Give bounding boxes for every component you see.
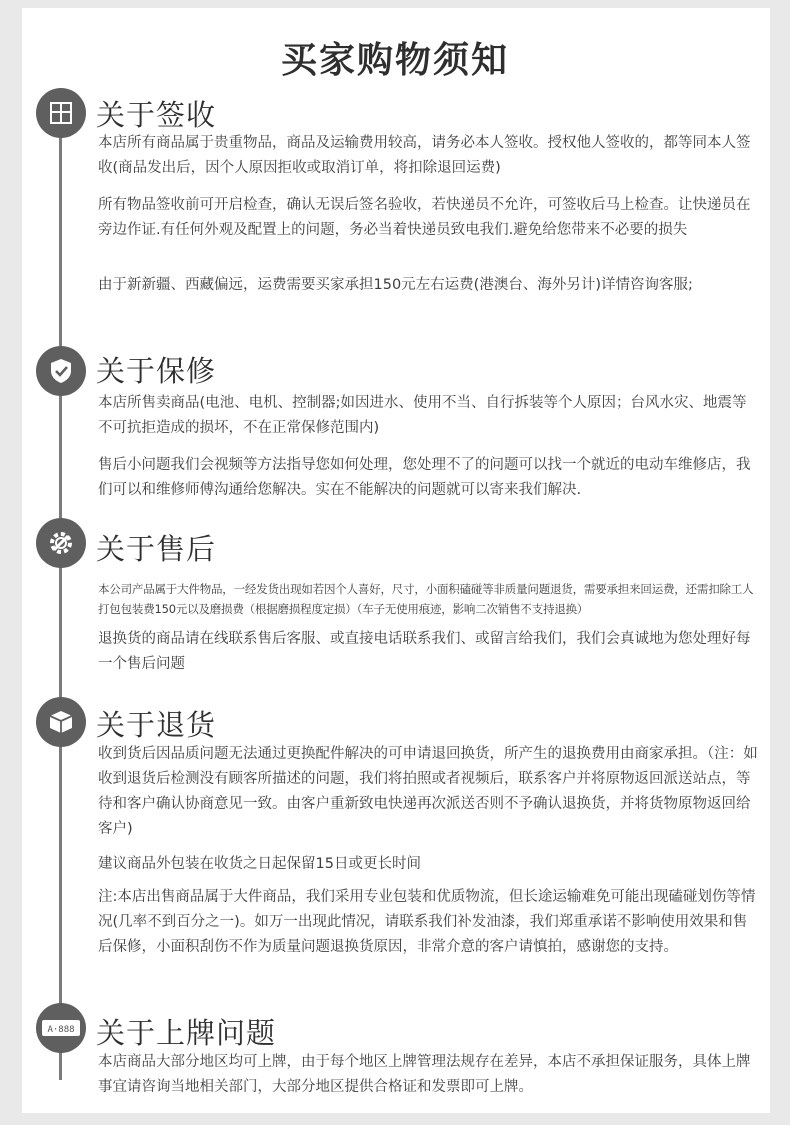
section-paragraph: 收到货后因品质问题无法通过更换配件解决的可申请退回换货，所产生的退换费用由商家承担。（注：如收到退货后检测没有顾客所描述的问题，我们将拍照或者视频后，联系客户并将原物返回派送站点，等待和客户确认协商意见一致。由客户重新致电快递再次派送否则不予确认退换货，并将货物原物返回给客户) [98,746,758,837]
section-paragraph: 由于新新疆、西藏偏远，运费需要买家承担150元左右运费(港澳台、海外另计)详情咨询客服; [98,277,693,293]
section-paragraph: 本店商品大部分地区均可上牌，由于每个地区上牌管理法规存在差异，本店不承担保证服务，具体上牌事宜请咨询当地相关部门，大部分地区提供合格证和发票即可上牌。 [98,1054,751,1095]
section-paragraph: 建议商品外包装在收货之日起保留15日或更长时间 [98,856,421,872]
gear-wrench-icon [36,518,86,568]
section-paragraph: 本店所售卖商品(电池、电机、控制器;如因进水、使用不当、自行拆装等个人原因；台风水灾、地震等不可抗拒造成的损坏，不在正常保修范围内) [98,395,747,436]
package-icon [36,697,86,747]
license-plate-icon [36,1003,86,1053]
section-paragraph: 注:本店出售商品属于大件商品，我们采用专业包装和优质物流，但长途运输难免可能出现磕碰划伤等情况(几率不到百分之一)。如万一出现此情况，请联系我们补发油漆，我们郑重承诺不影响使用效果和售后保修，小面积刮伤不作为质量问题退换货原因，非常介意的客户请慎拍，感谢您的支持。 [98,889,756,955]
section-title: 关于保修 [96,354,217,388]
section-title: 关于签收 [96,98,217,132]
section-paragraph: 本公司产品属于大件物品，一经发货出现如若因个人喜好，尺寸，小面积磕碰等非质量问题退货，需要承担来回运费，还需扣除工人打包包装费150元以及磨损费（根据磨损程度定损）（车子无使用痕迹，影响二次销售不支持退换） [98,582,754,616]
section-paragraph: 售后小问题我们会视频等方法指导您如何处理，您处理不了的问题可以找一个就近的电动车维修店，我们可以和维修师傅沟通给您解决。实在不能解决的问题就可以寄来我们解决. [98,457,751,498]
timeline-line [59,120,62,1080]
shield-check-icon [36,346,86,396]
page-title: 买家购物须知 [280,40,509,81]
plate-text: A·888 [47,1025,75,1035]
box-icon [36,88,86,138]
section-paragraph: 本店所有商品属于贵重物品，商品及运输费用较高，请务必本人签收。授权他人签收的，都等同本人签收(商品发出后，因个人原因拒收或取消订单，将扣除退回运费) [98,135,751,176]
section-title: 关于上牌问题 [96,1016,277,1050]
section-title: 关于售后 [96,532,217,566]
section-title: 关于退货 [96,708,217,742]
section-paragraph: 所有物品签收前可开启检查，确认无误后签名验收，若快递员不允许，可签收后马上检查。让快递员在旁边作证.有任何外观及配置上的问题，务必当着快递员致电我们.避免给您带来不必要的损失 [98,197,751,238]
section-paragraph: 退换货的商品请在线联系售后客服、或直接电话联系我们、或留言给我们，我们会真诚地为您处理好每一个售后问题 [98,631,751,672]
